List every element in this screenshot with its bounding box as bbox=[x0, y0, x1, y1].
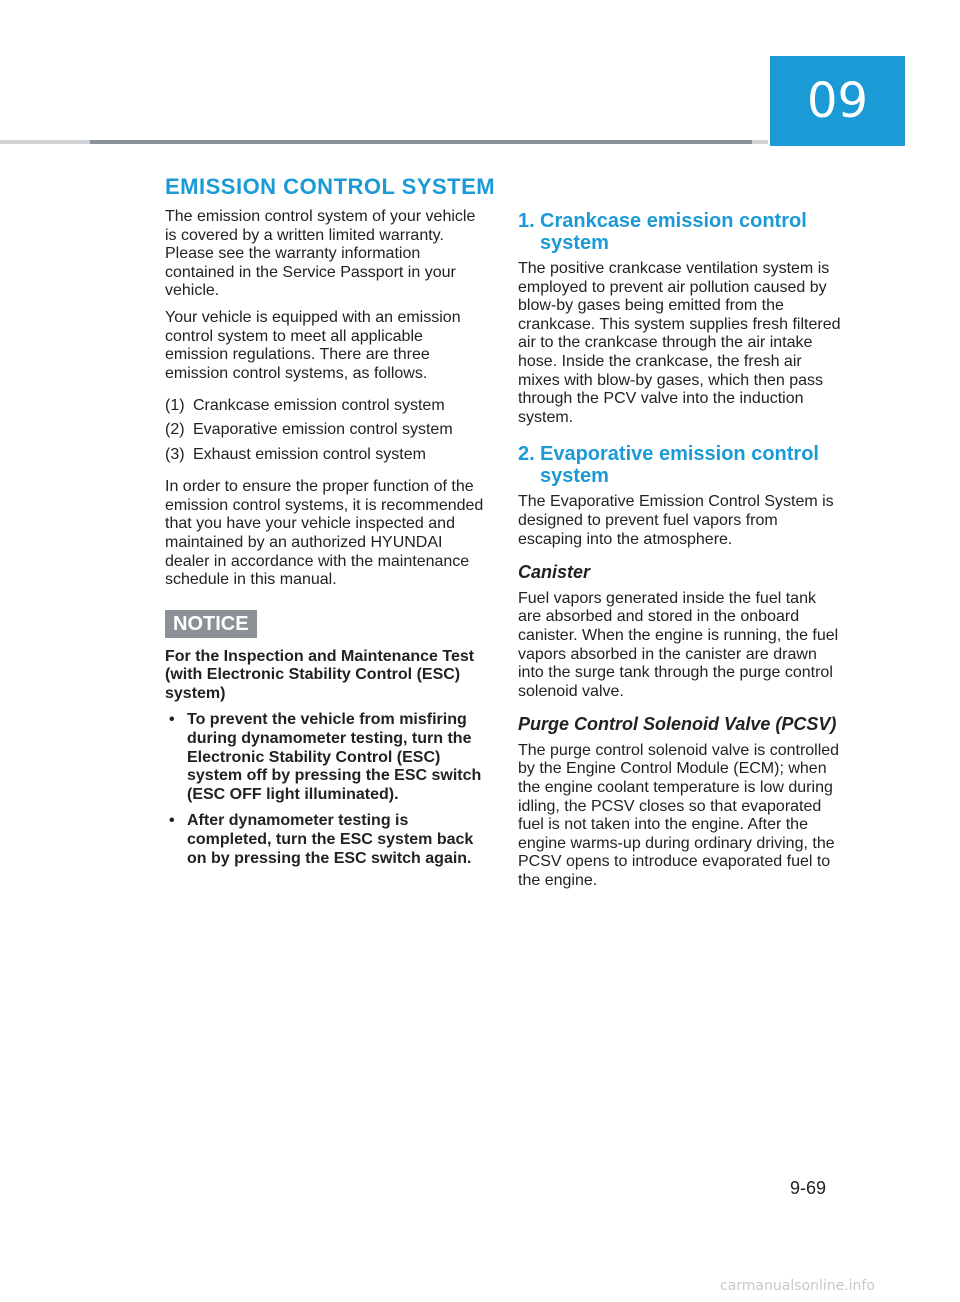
pcsv-body: The purge control solenoid valve is controlled by the Engine Control Module (ECM); when the engine coolant temperature is low during idling, the PCSV closes so that evaporated fuel is not taken into the engine. After the engine warms-up during ordinary driving, the PCSV opens to introduce evaporated fuel to the engine. bbox=[518, 741, 840, 890]
notice-badge: NOTICE bbox=[165, 610, 257, 638]
list-item bbox=[165, 421, 485, 440]
list-item bbox=[165, 812, 485, 868]
list-number: (2) bbox=[165, 421, 185, 439]
bullet-icon: • bbox=[169, 711, 175, 729]
canister-heading: Canister bbox=[518, 562, 591, 583]
evaporative-heading bbox=[518, 443, 843, 487]
header-rule bbox=[0, 140, 768, 144]
heading-number: 2. bbox=[518, 443, 535, 466]
header-rule-accent bbox=[90, 140, 752, 144]
bullet-text: To prevent the vehicle from misfiring during dynamometer testing, turn the Electronic Stability Control (ESC) system off by pressing the ESC switch (ESC OFF light illuminated). bbox=[187, 711, 482, 803]
list-item bbox=[165, 711, 485, 804]
heading-text: Evaporative emission control system bbox=[540, 443, 819, 488]
list-label: Crankcase emission control system bbox=[193, 397, 445, 415]
bullet-text: After dynamometer testing is completed, turn the ESC system back on by pressing the ESC switch again. bbox=[187, 812, 474, 867]
list-number: (1) bbox=[165, 397, 185, 415]
watermark: carmanualsonline.info bbox=[720, 1278, 875, 1294]
crankcase-body: The positive crankcase ventilation system is employed to prevent air pollution caused by blow-by gases being emitted from the crankcase. This system supplies fresh filtered air to the crankcase through the air intake hose. Inside the crankcase, the fresh air mixes with blow-by gases, which then pass through the PCV valve into the induction system. bbox=[518, 260, 841, 426]
intro-paragraph: Your vehicle is equipped with an emission control system to meet all applicable emission regulations. There are three emission control systems, as follows. bbox=[165, 308, 461, 382]
pcsv-heading: Purge Control Solenoid Valve (PCSV) bbox=[518, 714, 837, 735]
bullet-icon: • bbox=[169, 812, 175, 830]
list-item bbox=[165, 446, 485, 465]
canister-body: Fuel vapors generated inside the fuel tank are absorbed and stored in the onboard canister. When the engine is running, the fuel vapors absorbed in the canister are drawn into the surge tank through the purge control solenoid valve. bbox=[518, 589, 839, 700]
list-item bbox=[165, 397, 485, 416]
section-title: EMISSION CONTROL SYSTEM bbox=[165, 174, 496, 199]
evaporative-body: The Evaporative Emission Control System is designed to prevent fuel vapors from escaping into the atmosphere. bbox=[518, 493, 834, 548]
page-number: 9-69 bbox=[790, 1178, 827, 1198]
right-column bbox=[518, 210, 843, 899]
system-list bbox=[165, 397, 485, 464]
notice-list bbox=[165, 711, 485, 868]
list-label: Evaporative emission control system bbox=[193, 421, 453, 439]
list-label: Exhaust emission control system bbox=[193, 445, 426, 463]
heading-text: Crankcase emission control system bbox=[540, 210, 807, 254]
notice-heading: For the Inspection and Maintenance Test (with Electronic Stability Control (ESC) system) bbox=[165, 647, 475, 702]
chapter-tab: 09 bbox=[770, 56, 905, 146]
crankcase-heading bbox=[518, 210, 843, 254]
intro-paragraph: The emission control system of your vehicle is covered by a written limited warranty. Please see the warranty information contained in the Service Passport in your vehicle. bbox=[165, 208, 476, 300]
left-column bbox=[165, 208, 485, 876]
heading-number: 1. bbox=[518, 210, 535, 232]
intro-paragraph: In order to ensure the proper function of the emission control systems, it is recommended that you have your vehicle inspected and maintained by an authorized HYUNDAI dealer in accordance with the maintenance schedule in this manual. bbox=[165, 478, 484, 589]
list-number: (3) bbox=[165, 445, 185, 463]
